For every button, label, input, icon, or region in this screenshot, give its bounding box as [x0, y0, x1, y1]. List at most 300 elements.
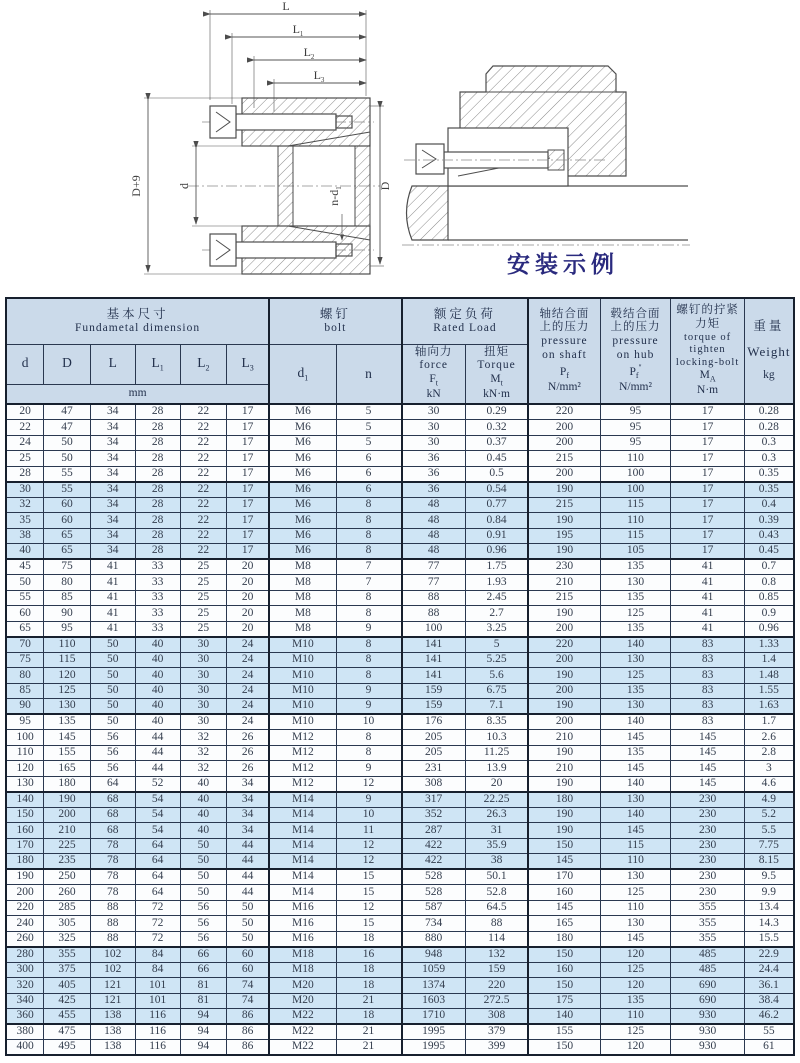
cell-D: 190	[44, 792, 90, 808]
cell-d: 55	[6, 590, 44, 606]
col-head-axial-force: 轴向力 force $F_t$ kN	[402, 344, 466, 404]
cell-d1: M6	[269, 544, 336, 560]
cell-n: 7	[336, 575, 401, 591]
cell-Pf2: 100	[600, 466, 671, 482]
cell-Ft: 1995	[402, 1024, 466, 1040]
cell-MA: 17	[671, 451, 744, 467]
cell-Ft: 77	[402, 559, 466, 575]
cell-D: 200	[44, 807, 90, 823]
cell-D: 60	[44, 497, 90, 513]
cell-Pf: 190	[528, 776, 600, 792]
cell-MA: 145	[671, 776, 744, 792]
cell-d1: M18	[269, 947, 336, 963]
cell-Ft: 48	[402, 513, 466, 529]
cell-L3: 17	[227, 497, 270, 513]
installation-drawing	[398, 58, 695, 255]
cell-D: 85	[44, 590, 90, 606]
cell-d: 160	[6, 823, 44, 839]
cell-d: 200	[6, 885, 44, 901]
cell-L3: 24	[227, 652, 270, 668]
cell-d1: M14	[269, 854, 336, 870]
cell-L1: 33	[135, 621, 180, 637]
cell-d: 360	[6, 1009, 44, 1025]
cell-n: 18	[336, 978, 401, 994]
cell-Mt: 35.9	[465, 838, 528, 854]
table-row	[6, 544, 794, 560]
cell-D: 55	[44, 466, 90, 482]
cell-Pf: 190	[528, 807, 600, 823]
cell-d: 190	[6, 869, 44, 885]
cell-L1: 54	[135, 823, 180, 839]
cell-L2: 25	[180, 575, 226, 591]
cell-n: 6	[336, 451, 401, 467]
cell-Pf: 190	[528, 823, 600, 839]
cell-Pf: 200	[528, 652, 600, 668]
cell-L: 56	[90, 745, 135, 761]
cell-D: 260	[44, 885, 90, 901]
table-row	[6, 730, 794, 746]
cell-D: 355	[44, 947, 90, 963]
cell-weight: 14.3	[744, 916, 794, 932]
cell-L3: 86	[227, 1024, 270, 1040]
cell-Ft: 422	[402, 854, 466, 870]
table-row	[6, 993, 794, 1009]
cell-L3: 50	[227, 931, 270, 947]
cell-L3: 24	[227, 683, 270, 699]
cell-D: 130	[44, 699, 90, 715]
cell-d: 75	[6, 652, 44, 668]
cell-Pf2: 135	[600, 745, 671, 761]
cell-L3: 26	[227, 761, 270, 777]
cell-Pf2: 135	[600, 621, 671, 637]
cell-L3: 60	[227, 947, 270, 963]
cell-MA: 930	[671, 1009, 744, 1025]
cell-Pf: 190	[528, 606, 600, 622]
cell-d1: M12	[269, 761, 336, 777]
cell-Pf2: 130	[600, 575, 671, 591]
cell-Ft: 36	[402, 482, 466, 498]
table-row	[6, 823, 794, 839]
cell-MA: 83	[671, 714, 744, 730]
cell-L2: 81	[180, 978, 226, 994]
cell-d1: M12	[269, 730, 336, 746]
cell-weight: 0.28	[744, 404, 794, 420]
cell-L: 50	[90, 699, 135, 715]
cell-MA: 145	[671, 761, 744, 777]
cell-MA: 485	[671, 962, 744, 978]
cell-L: 78	[90, 838, 135, 854]
cell-d1: M6	[269, 466, 336, 482]
cell-Pf: 155	[528, 1024, 600, 1040]
cell-L: 102	[90, 947, 135, 963]
cell-n: 21	[336, 1024, 401, 1040]
cell-L2: 22	[180, 466, 226, 482]
cell-MA: 17	[671, 420, 744, 436]
cell-L1: 40	[135, 668, 180, 684]
cell-L3: 20	[227, 606, 270, 622]
cell-Mt: 38	[465, 854, 528, 870]
cell-D: 65	[44, 528, 90, 544]
cell-Ft: 30	[402, 420, 466, 436]
col-head-L1: $L_1$	[135, 344, 180, 384]
cell-L: 34	[90, 513, 135, 529]
cell-MA: 145	[671, 745, 744, 761]
cell-Pf2: 120	[600, 947, 671, 963]
cell-d: 85	[6, 683, 44, 699]
table-row	[6, 885, 794, 901]
cell-weight: 0.4	[744, 497, 794, 513]
cell-d1: M14	[269, 807, 336, 823]
cell-Ft: 308	[402, 776, 466, 792]
table-row	[6, 683, 794, 699]
cell-L1: 84	[135, 947, 180, 963]
cell-d1: M10	[269, 652, 336, 668]
cell-d1: M6	[269, 420, 336, 436]
cell-d1: M14	[269, 838, 336, 854]
cell-MA: 17	[671, 513, 744, 529]
cell-Mt: 5.25	[465, 652, 528, 668]
table-row	[6, 606, 794, 622]
cell-Pf: 145	[528, 900, 600, 916]
cell-d: 320	[6, 978, 44, 994]
header-tightening-torque: 螺钉的拧紧 力矩 torque of tighten locking-bolt $M_A$ N·m	[671, 298, 744, 404]
cell-d: 65	[6, 621, 44, 637]
cell-Pf: 160	[528, 885, 600, 901]
cell-Pf2: 95	[600, 420, 671, 436]
cell-L2: 66	[180, 962, 226, 978]
cell-Pf2: 140	[600, 714, 671, 730]
table-row	[6, 931, 794, 947]
cell-Pf: 190	[528, 699, 600, 715]
cell-weight: 1.55	[744, 683, 794, 699]
table-row	[6, 776, 794, 792]
cell-n: 18	[336, 1009, 401, 1025]
cell-d: 130	[6, 776, 44, 792]
cell-weight: 55	[744, 1024, 794, 1040]
cell-d: 70	[6, 637, 44, 653]
cell-L1: 40	[135, 683, 180, 699]
cell-L1: 28	[135, 420, 180, 436]
cell-d: 35	[6, 513, 44, 529]
cell-Ft: 48	[402, 528, 466, 544]
cell-n: 12	[336, 776, 401, 792]
cell-Ft: 30	[402, 435, 466, 451]
cell-D: 155	[44, 745, 90, 761]
cell-L2: 22	[180, 420, 226, 436]
cell-L2: 40	[180, 776, 226, 792]
cell-d1: M6	[269, 435, 336, 451]
cell-L: 34	[90, 451, 135, 467]
cell-L1: 28	[135, 544, 180, 560]
cell-L: 34	[90, 544, 135, 560]
cell-L2: 30	[180, 683, 226, 699]
cell-Pf2: 110	[600, 451, 671, 467]
table-row	[6, 761, 794, 777]
cell-weight: 15.5	[744, 931, 794, 947]
cell-d: 28	[6, 466, 44, 482]
cell-L1: 40	[135, 699, 180, 715]
cell-L: 34	[90, 528, 135, 544]
cell-L: 68	[90, 807, 135, 823]
cell-Pf: 200	[528, 683, 600, 699]
cell-d1: M8	[269, 621, 336, 637]
cell-MA: 17	[671, 466, 744, 482]
cell-Ft: 422	[402, 838, 466, 854]
cell-Pf: 195	[528, 528, 600, 544]
cell-Pf: 210	[528, 730, 600, 746]
cell-L: 34	[90, 435, 135, 451]
dim-label-d: d	[177, 183, 191, 189]
cell-L3: 34	[227, 792, 270, 808]
cell-Mt: 20	[465, 776, 528, 792]
cell-L2: 30	[180, 668, 226, 684]
cell-L3: 50	[227, 900, 270, 916]
cell-d1: M10	[269, 714, 336, 730]
cell-n: 10	[336, 714, 401, 730]
cell-Pf: 190	[528, 482, 600, 498]
cell-L3: 34	[227, 823, 270, 839]
cell-weight: 7.75	[744, 838, 794, 854]
table-row	[6, 652, 794, 668]
cell-weight: 2.6	[744, 730, 794, 746]
cell-d1: M6	[269, 513, 336, 529]
cell-D: 285	[44, 900, 90, 916]
cell-L3: 24	[227, 668, 270, 684]
cell-L1: 28	[135, 497, 180, 513]
cell-n: 9	[336, 621, 401, 637]
cell-d: 150	[6, 807, 44, 823]
cell-MA: 145	[671, 730, 744, 746]
cell-Pf: 210	[528, 575, 600, 591]
cell-L2: 22	[180, 544, 226, 560]
cell-L3: 34	[227, 807, 270, 823]
cell-weight: 0.39	[744, 513, 794, 529]
col-head-d1: $d_1$	[269, 344, 336, 404]
cell-d1: M20	[269, 993, 336, 1009]
cell-L3: 44	[227, 869, 270, 885]
cell-MA: 930	[671, 1040, 744, 1056]
cell-Mt: 7.1	[465, 699, 528, 715]
cell-Pf2: 120	[600, 978, 671, 994]
cell-d: 45	[6, 559, 44, 575]
cell-Pf: 200	[528, 420, 600, 436]
cell-D: 80	[44, 575, 90, 591]
cell-Ft: 48	[402, 497, 466, 513]
table-row	[6, 745, 794, 761]
cell-weight: 1.63	[744, 699, 794, 715]
col-head-L2: $L_2$	[180, 344, 226, 384]
cell-Pf2: 110	[600, 1009, 671, 1025]
cell-Mt: 6.75	[465, 683, 528, 699]
cell-n: 8	[336, 668, 401, 684]
cell-L1: 33	[135, 575, 180, 591]
cell-L3: 24	[227, 714, 270, 730]
cell-weight: 0.96	[744, 621, 794, 637]
cell-L2: 32	[180, 730, 226, 746]
cell-Pf: 145	[528, 854, 600, 870]
cell-L3: 44	[227, 854, 270, 870]
cell-L1: 40	[135, 714, 180, 730]
cell-L: 34	[90, 466, 135, 482]
cell-n: 10	[336, 807, 401, 823]
cell-d: 38	[6, 528, 44, 544]
dim-label-L3: $L_3$	[313, 68, 325, 84]
table-row	[6, 420, 794, 436]
cell-L2: 30	[180, 652, 226, 668]
cell-Ft: 734	[402, 916, 466, 932]
table-row	[6, 978, 794, 994]
cell-d: 24	[6, 435, 44, 451]
cell-L: 88	[90, 900, 135, 916]
cell-n: 15	[336, 916, 401, 932]
cell-L: 88	[90, 931, 135, 947]
cell-D: 95	[44, 621, 90, 637]
cell-L3: 24	[227, 699, 270, 715]
cell-MA: 17	[671, 404, 744, 420]
cell-Pf2: 110	[600, 900, 671, 916]
cell-n: 21	[336, 1040, 401, 1056]
cell-weight: 2.8	[744, 745, 794, 761]
cell-Pf2: 130	[600, 652, 671, 668]
cell-L3: 17	[227, 451, 270, 467]
cell-L: 68	[90, 823, 135, 839]
cell-L: 56	[90, 761, 135, 777]
cell-Pf: 190	[528, 544, 600, 560]
cell-Pf2: 125	[600, 885, 671, 901]
cell-L3: 17	[227, 544, 270, 560]
cell-L2: 50	[180, 838, 226, 854]
cell-weight: 0.45	[744, 544, 794, 560]
cell-L1: 116	[135, 1009, 180, 1025]
col-head-torque: 扭矩 Torque $M_t$ kN·m	[465, 344, 528, 404]
cell-MA: 17	[671, 435, 744, 451]
cell-d: 340	[6, 993, 44, 1009]
dim-label-D-plus-9: D+9	[129, 175, 143, 197]
cell-Ft: 88	[402, 590, 466, 606]
table-row	[6, 792, 794, 808]
cell-d: 170	[6, 838, 44, 854]
cell-Ft: 1374	[402, 978, 466, 994]
cell-Mt: 0.32	[465, 420, 528, 436]
cell-d1: M14	[269, 885, 336, 901]
cell-Pf: 200	[528, 714, 600, 730]
cell-L2: 56	[180, 900, 226, 916]
cell-d1: M10	[269, 637, 336, 653]
cell-d: 240	[6, 916, 44, 932]
cell-MA: 41	[671, 621, 744, 637]
cell-n: 15	[336, 869, 401, 885]
cell-Pf: 215	[528, 590, 600, 606]
cell-L1: 116	[135, 1024, 180, 1040]
cell-L1: 40	[135, 652, 180, 668]
table-row	[6, 404, 794, 420]
cell-D: 135	[44, 714, 90, 730]
header-pressure-on-shaft: 轴结合面 上的压力 pressure on shaft $P_f$ N/mm²	[528, 298, 600, 404]
cell-Ft: 88	[402, 606, 466, 622]
cell-weight: 5.5	[744, 823, 794, 839]
cell-MA: 690	[671, 993, 744, 1009]
cell-d1: M12	[269, 776, 336, 792]
cell-Ft: 176	[402, 714, 466, 730]
installation-caption: 安装示例	[507, 252, 619, 277]
cell-n: 15	[336, 885, 401, 901]
cell-MA: 17	[671, 497, 744, 513]
cell-Mt: 5	[465, 637, 528, 653]
cell-d: 220	[6, 900, 44, 916]
cell-MA: 83	[671, 637, 744, 653]
cell-MA: 41	[671, 559, 744, 575]
cell-L: 34	[90, 404, 135, 420]
cell-Mt: 1.93	[465, 575, 528, 591]
cell-Ft: 100	[402, 621, 466, 637]
cell-d: 80	[6, 668, 44, 684]
cell-L1: 33	[135, 590, 180, 606]
cell-Ft: 205	[402, 730, 466, 746]
cell-L1: 64	[135, 869, 180, 885]
cell-L1: 54	[135, 792, 180, 808]
cell-Ft: 231	[402, 761, 466, 777]
cell-L: 102	[90, 962, 135, 978]
unit-mm: mm	[6, 384, 269, 404]
cell-MA: 17	[671, 544, 744, 560]
cell-d1: M16	[269, 931, 336, 947]
cell-L1: 84	[135, 962, 180, 978]
cell-n: 8	[336, 652, 401, 668]
cell-Mt: 220	[465, 978, 528, 994]
table-row	[6, 900, 794, 916]
table-row	[6, 869, 794, 885]
cell-n: 8	[336, 544, 401, 560]
col-head-L3: $L_3$	[227, 344, 270, 384]
dim-label-n-d1: $n-d_1$	[327, 186, 343, 206]
cell-n: 16	[336, 947, 401, 963]
cell-Pf: 180	[528, 931, 600, 947]
cell-d1: M6	[269, 497, 336, 513]
table-row	[6, 668, 794, 684]
cell-D: 47	[44, 420, 90, 436]
cell-Pf: 220	[528, 637, 600, 653]
cell-D: 120	[44, 668, 90, 684]
cell-D: 47	[44, 404, 90, 420]
cell-Pf2: 115	[600, 497, 671, 513]
header-weight: 重量 Weight kg	[744, 298, 794, 404]
cell-Pf2: 140	[600, 637, 671, 653]
cell-Ft: 528	[402, 885, 466, 901]
cell-L1: 28	[135, 404, 180, 420]
cell-Mt: 5.6	[465, 668, 528, 684]
table-row	[6, 482, 794, 498]
cell-weight: 61	[744, 1040, 794, 1056]
table-row	[6, 590, 794, 606]
cell-D: 60	[44, 513, 90, 529]
cell-Pf: 175	[528, 993, 600, 1009]
cell-L2: 22	[180, 404, 226, 420]
cell-L: 78	[90, 869, 135, 885]
cell-L1: 64	[135, 885, 180, 901]
cell-L3: 74	[227, 993, 270, 1009]
cell-L2: 50	[180, 854, 226, 870]
cell-Pf2: 95	[600, 435, 671, 451]
cell-L1: 44	[135, 761, 180, 777]
cell-Ft: 317	[402, 792, 466, 808]
cell-d1: M22	[269, 1040, 336, 1056]
cell-D: 50	[44, 435, 90, 451]
cell-Ft: 528	[402, 869, 466, 885]
cell-Mt: 10.3	[465, 730, 528, 746]
cell-d1: M22	[269, 1009, 336, 1025]
cell-D: 75	[44, 559, 90, 575]
cell-D: 165	[44, 761, 90, 777]
